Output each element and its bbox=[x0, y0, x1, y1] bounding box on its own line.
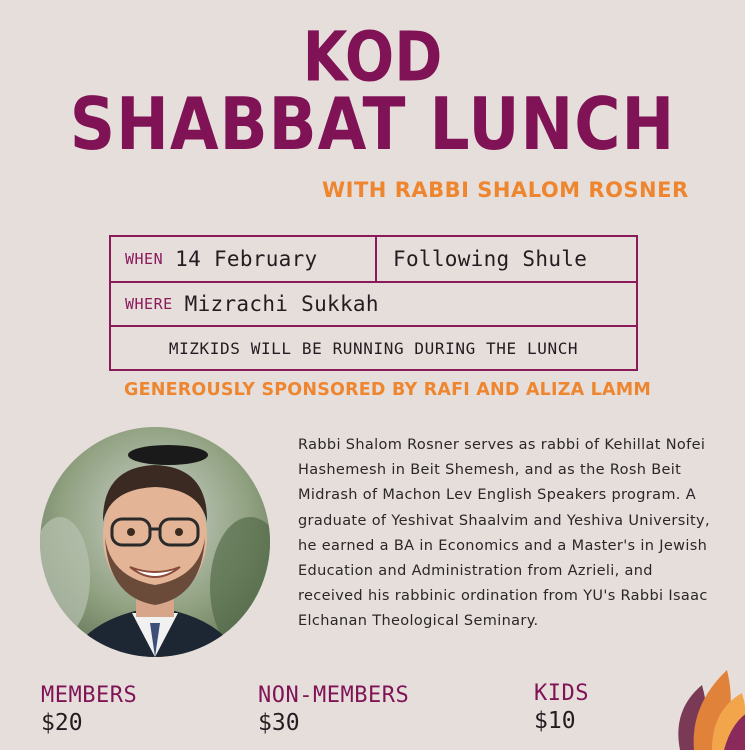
price-non-members bbox=[258, 683, 409, 736]
when-row bbox=[111, 237, 636, 283]
where-row bbox=[111, 283, 636, 327]
when-time: Following Shule bbox=[393, 247, 588, 271]
time-cell bbox=[377, 237, 587, 281]
rabbi-photo bbox=[40, 427, 270, 657]
note-row bbox=[111, 327, 636, 369]
price-kids bbox=[534, 681, 589, 734]
when-cell bbox=[111, 237, 377, 281]
price-label: NON-MEMBERS bbox=[258, 683, 410, 708]
title-kod: KOD bbox=[302, 16, 443, 98]
sponsor-line: GENEROUSLY SPONSORED BY RAFI AND ALIZA LAMM bbox=[124, 380, 651, 400]
where-label: WHERE bbox=[125, 295, 173, 313]
when-date: 14 February bbox=[175, 247, 318, 271]
subtitle: WITH RABBI SHALOM ROSNER bbox=[322, 178, 689, 202]
price-members bbox=[41, 683, 137, 736]
page-title: SHABBAT LUNCH bbox=[69, 82, 676, 167]
price-label: KIDS bbox=[534, 681, 589, 706]
price-value: $10 bbox=[534, 708, 576, 734]
when-label: WHEN bbox=[125, 250, 164, 268]
where-value: Mizrachi Sukkah bbox=[184, 292, 379, 316]
event-details-table bbox=[109, 235, 638, 371]
portrait-illustration bbox=[40, 427, 270, 657]
rabbi-bio: Rabbi Shalom Rosner serves as rabbi of Kehillat Nofei Hashemesh in Beit Shemesh, and as the Rosh Beit Midrash of Machon Lev English Speakers program. A graduate of Yeshivat Shaalvim and Yeshiva University, he earned a BA in Economics and a Master's in Jewish Education and Administration from Azrieli, and received his rabbinic ordination from YU's Rabbi Isaac Elchanan Theological Seminary. bbox=[298, 437, 710, 630]
flame-decoration-icon bbox=[672, 655, 745, 750]
price-value: $30 bbox=[258, 710, 300, 736]
price-label: MEMBERS bbox=[41, 683, 138, 708]
mizkids-note: MIZKIDS WILL BE RUNNING DURING THE LUNCH bbox=[168, 338, 579, 358]
price-value: $20 bbox=[41, 710, 83, 736]
